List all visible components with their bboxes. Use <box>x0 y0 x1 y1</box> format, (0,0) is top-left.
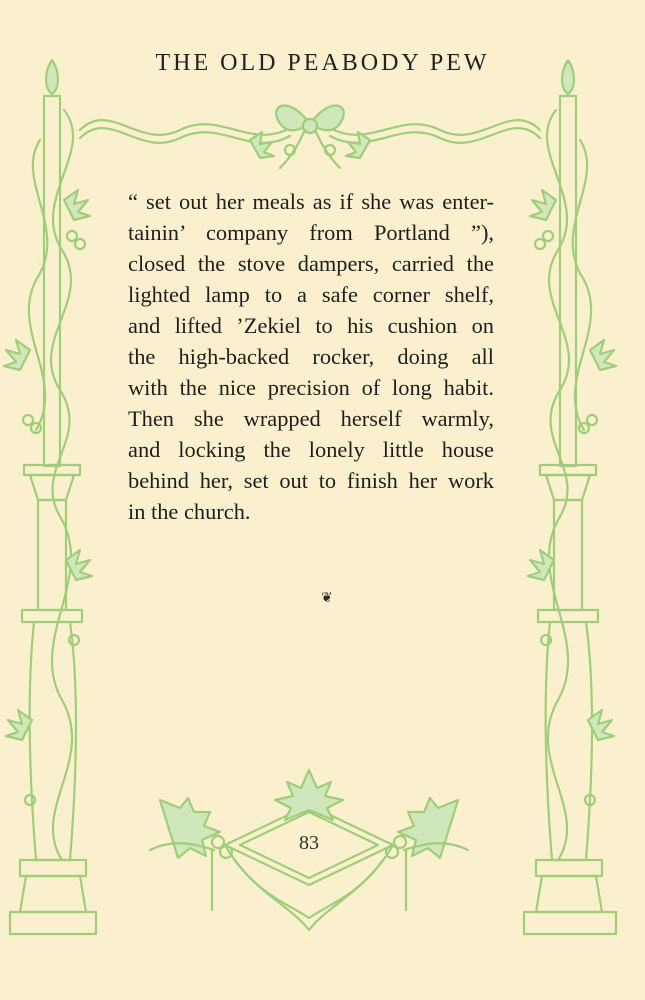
right-candlestick <box>524 60 616 934</box>
running-title: THE OLD PEABODY PEW <box>155 50 490 76</box>
top-ribbon-garland <box>80 105 540 168</box>
text-line: tainin’ company from Portland ”), <box>128 220 494 245</box>
text-line: with the nice precision of long habit. <box>128 375 494 400</box>
text-line: closed the stove dampers, carried the <box>128 251 494 276</box>
text-line: “ set out her meals as if she was enter- <box>128 189 494 214</box>
text-line: lighted lamp to a safe corner shelf, <box>128 282 494 307</box>
body-paragraph <box>128 186 494 527</box>
text-line: in the church. <box>128 499 251 524</box>
text-line: and lifted ’Zekiel to his cushion on <box>128 313 494 338</box>
text-line: and locking the lonely little house <box>128 437 494 462</box>
text-line: Then she wrapped herself warmly, <box>128 406 494 431</box>
left-candlestick <box>4 60 96 934</box>
text-line: behind her, set out to finish her work <box>128 468 494 493</box>
text-line: the high-backed rocker, doing all <box>128 344 494 369</box>
page-number: 83 <box>299 832 319 854</box>
fleuron-ornament: ❦ <box>321 590 333 606</box>
